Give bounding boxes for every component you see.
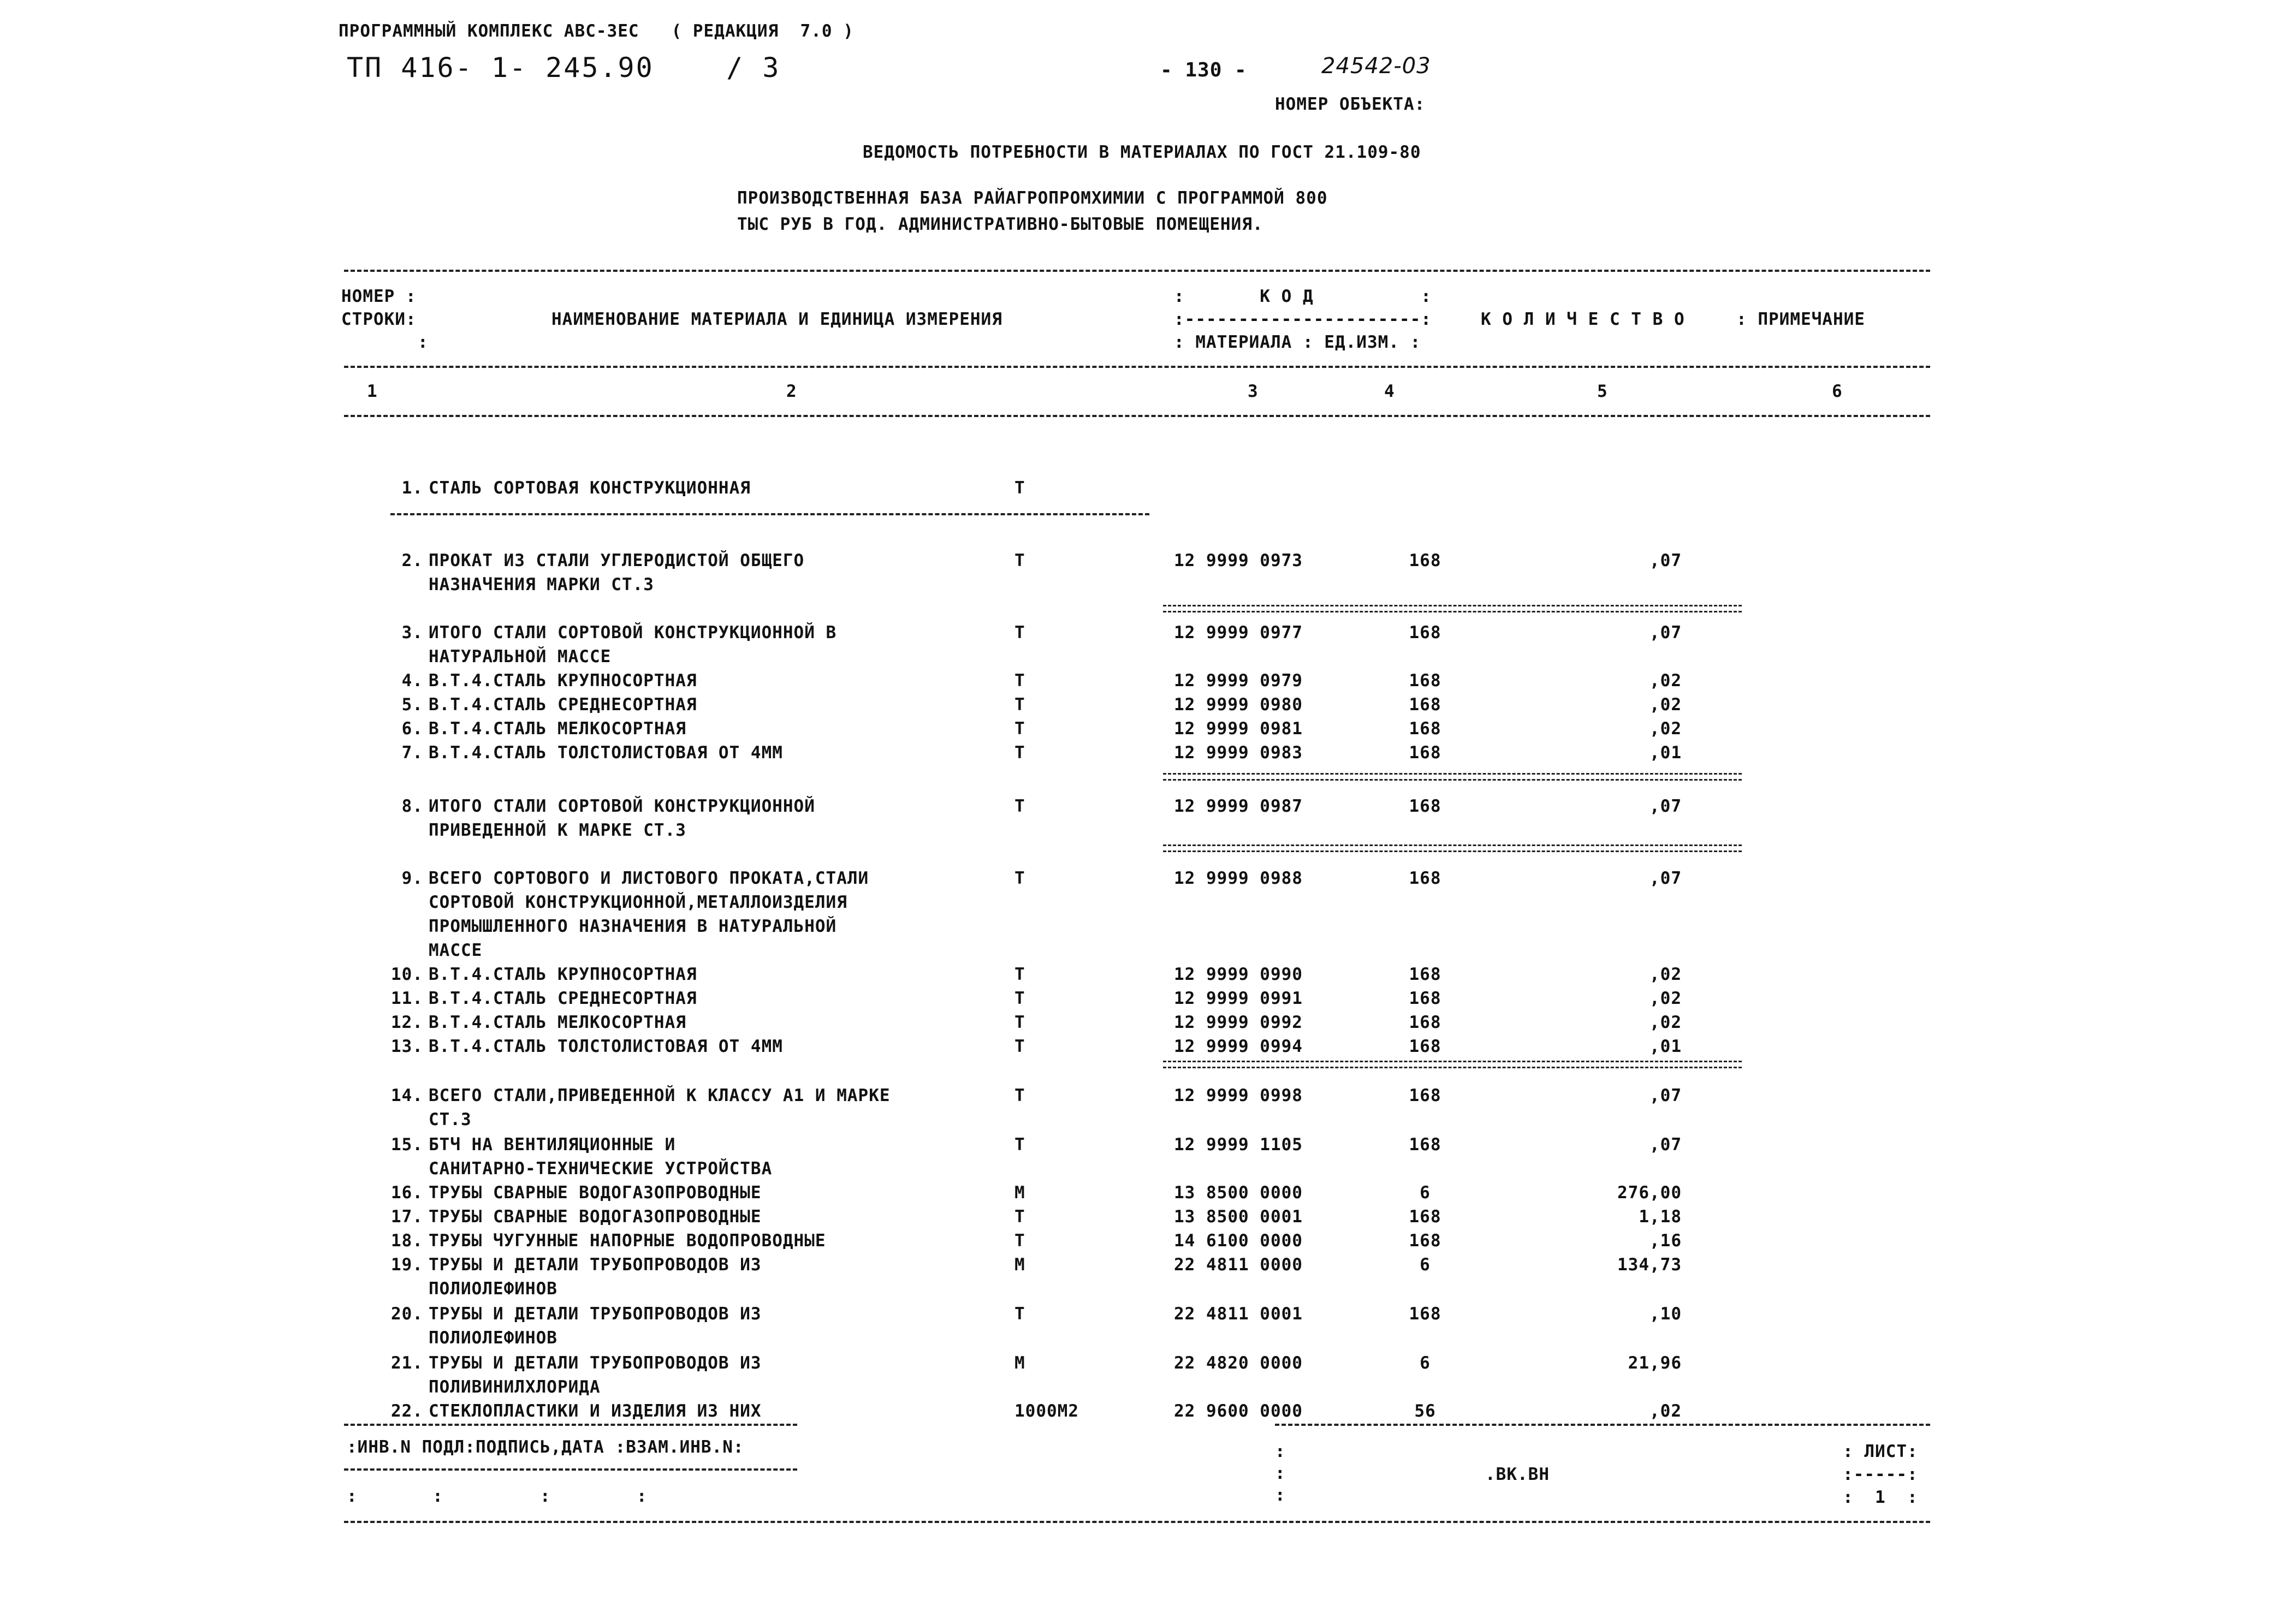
col-header-quantity: К О Л И Ч Е С Т В О xyxy=(1481,310,1685,329)
col-header-row-no-2: СТРОКИ: xyxy=(341,310,417,329)
rule xyxy=(344,270,1930,272)
material-code: 12 9999 0983 xyxy=(1174,743,1303,763)
column-number: 2 xyxy=(786,382,797,401)
material-code: 12 9999 0988 xyxy=(1174,869,1303,888)
row-number: 12. xyxy=(391,1013,423,1032)
quantity-value: ,02 xyxy=(1650,1013,1682,1032)
unit-code: 6 xyxy=(1420,1255,1431,1275)
subtitle-line-1: ПРОИЗВОДСТВЕННАЯ БАЗА РАЙАГРОПРОМХИМИИ С ПРОГРАММОЙ 800 xyxy=(737,188,1328,208)
row-number: 15. xyxy=(391,1135,423,1155)
column-number: 6 xyxy=(1832,382,1843,401)
material-code: 13 8500 0000 xyxy=(1174,1183,1303,1203)
total-separator xyxy=(1163,605,1742,612)
material-code: 12 9999 0994 xyxy=(1174,1037,1303,1056)
unit-code: 6 xyxy=(1420,1353,1431,1373)
handwritten-number: 24542-03 xyxy=(1321,53,1431,79)
quantity-value: ,01 xyxy=(1650,743,1682,763)
quantity-value: ,02 xyxy=(1650,671,1682,691)
material-code: 12 9999 0977 xyxy=(1174,623,1303,643)
quantity-value: ,07 xyxy=(1650,796,1682,816)
row-number: 5. xyxy=(401,695,423,715)
row-number: 22. xyxy=(391,1401,423,1421)
unit-of-measure: Т xyxy=(1014,695,1025,715)
column-number: 5 xyxy=(1597,382,1608,401)
material-name: ИТОГО СТАЛИ СОРТОВОЙ КОНСТРУКЦИОННОЙ xyxy=(429,796,815,816)
material-name: ТРУБЫ СВАРНЫЕ ВОДОГАЗОПРОВОДНЫЕ xyxy=(429,1207,762,1227)
material-name: ВСЕГО СОРТОВОГО И ЛИСТОВОГО ПРОКАТА,СТАЛИ xyxy=(429,869,869,888)
material-name: В.Т.4.СТАЛЬ ТОЛСТОЛИСТОВАЯ ОТ 4ММ xyxy=(429,1037,783,1056)
page-number: - 130 - xyxy=(1160,59,1247,81)
col-header-code: : К О Д : xyxy=(1174,287,1432,306)
material-name: ПРОКАТ ИЗ СТАЛИ УГЛЕРОДИСТОЙ ОБЩЕГО xyxy=(429,551,805,570)
rule xyxy=(344,366,1930,368)
rule xyxy=(344,1424,797,1426)
quantity-value: 134,73 xyxy=(1617,1255,1682,1275)
col-header-row-no-1: НОМЕР : xyxy=(341,287,417,306)
unit-of-measure: Т xyxy=(1014,719,1025,739)
rule xyxy=(390,513,1149,515)
row-number: 17. xyxy=(391,1207,423,1227)
material-code: 12 9999 0990 xyxy=(1174,965,1303,984)
unit-code: 168 xyxy=(1409,695,1441,715)
sheet-separator: :-----: xyxy=(1843,1465,1918,1484)
row-number: 20. xyxy=(391,1304,423,1324)
unit-code: 168 xyxy=(1409,965,1441,984)
unit-of-measure: Т xyxy=(1014,796,1025,816)
unit-code: 168 xyxy=(1409,551,1441,570)
material-code: 14 6100 0000 xyxy=(1174,1231,1303,1251)
stamp-cells: : : : : xyxy=(347,1486,648,1506)
row-number: 21. xyxy=(391,1353,423,1373)
material-code: 12 9999 0980 xyxy=(1174,695,1303,715)
material-name: ТРУБЫ ЧУГУННЫЕ НАПОРНЫЕ ВОДОПРОВОДНЫЕ xyxy=(429,1231,826,1251)
material-name: МАССЕ xyxy=(429,941,483,960)
material-name: В.Т.4.СТАЛЬ СРЕДНЕСОРТНАЯ xyxy=(429,695,697,715)
document-title: ВЕДОМОСТЬ ПОТРЕБНОСТИ В МАТЕРИАЛАХ ПО ГОСТ 21.109-80 xyxy=(863,142,1421,162)
unit-code: 168 xyxy=(1409,743,1441,763)
row-number: 6. xyxy=(401,719,423,739)
unit-code: 6 xyxy=(1420,1183,1431,1203)
material-name: ПОЛИОЛЕФИНОВ xyxy=(429,1279,557,1299)
row-number: 19. xyxy=(391,1255,423,1275)
unit-of-measure: Т xyxy=(1014,478,1025,498)
material-code: 12 9999 0973 xyxy=(1174,551,1303,570)
quantity-value: ,02 xyxy=(1650,719,1682,739)
material-code: 12 9999 0992 xyxy=(1174,1013,1303,1032)
quantity-value: ,02 xyxy=(1650,695,1682,715)
unit-of-measure: М xyxy=(1014,1255,1025,1275)
material-name: ПРОМЫШЛЕННОГО НАЗНАЧЕНИЯ В НАТУРАЛЬНОЙ xyxy=(429,917,837,936)
rule xyxy=(344,415,1930,417)
unit-code: 168 xyxy=(1409,1304,1441,1324)
unit-of-measure: Т xyxy=(1014,1304,1025,1324)
material-name: ТРУБЫ СВАРНЫЕ ВОДОГАЗОПРОВОДНЫЕ xyxy=(429,1183,762,1203)
material-code: 12 9999 0991 xyxy=(1174,989,1303,1008)
unit-of-measure: Т xyxy=(1014,1207,1025,1227)
row-number: 13. xyxy=(391,1037,423,1056)
quantity-value: 21,96 xyxy=(1628,1353,1682,1373)
row-number: 9. xyxy=(401,869,423,888)
material-code: 12 9999 0981 xyxy=(1174,719,1303,739)
total-separator xyxy=(1163,844,1742,852)
unit-of-measure: Т xyxy=(1014,1013,1025,1032)
unit-code: 168 xyxy=(1409,671,1441,691)
row-number: 14. xyxy=(391,1086,423,1105)
row-number: 16. xyxy=(391,1183,423,1203)
document-code: ТП 416- 1- 245.90 / 3 xyxy=(347,52,781,84)
unit-code: 168 xyxy=(1409,1037,1441,1056)
material-code: 12 9999 0979 xyxy=(1174,671,1303,691)
material-code: 22 4820 0000 xyxy=(1174,1353,1303,1373)
subtitle-line-2: ТЫС РУБ В ГОД. АДМИНИСТРАТИВНО-БЫТОВЫЕ ПОМЕЩЕНИЯ. xyxy=(737,215,1263,234)
unit-code: 168 xyxy=(1409,1013,1441,1032)
total-separator xyxy=(1163,1061,1742,1068)
row-number: 8. xyxy=(401,796,423,816)
col-header-note: : ПРИМЕЧАНИЕ xyxy=(1736,310,1865,329)
total-separator xyxy=(1163,773,1742,781)
rule xyxy=(344,1468,797,1471)
sheet-number: : 1 : xyxy=(1843,1488,1918,1507)
row-number: 11. xyxy=(391,989,423,1008)
quantity-value: ,02 xyxy=(1650,1401,1682,1421)
material-name: НАЗНАЧЕНИЯ МАРКИ СТ.3 xyxy=(429,575,654,594)
col-header-row-no-3: : xyxy=(418,332,429,352)
quantity-value: ,02 xyxy=(1650,965,1682,984)
material-name: ВСЕГО СТАЛИ,ПРИВЕДЕННОЙ К КЛАССУ А1 И МАРКЕ xyxy=(429,1086,891,1105)
row-number: 1. xyxy=(401,478,423,498)
material-code: 22 4811 0001 xyxy=(1174,1304,1303,1324)
material-code: 12 9999 1105 xyxy=(1174,1135,1303,1155)
quantity-value: ,07 xyxy=(1650,869,1682,888)
unit-code: 56 xyxy=(1414,1401,1436,1421)
material-code: 12 9999 0987 xyxy=(1174,796,1303,816)
unit-of-measure: Т xyxy=(1014,1231,1025,1251)
unit-code: 168 xyxy=(1409,1207,1441,1227)
material-name: В.Т.4.СТАЛЬ МЕЛКОСОРТНАЯ xyxy=(429,1013,686,1032)
material-name: ИТОГО СТАЛИ СОРТОВОЙ КОНСТРУКЦИОННОЙ В xyxy=(429,623,837,643)
quantity-value: 276,00 xyxy=(1617,1183,1682,1203)
object-number-label: НОМЕР ОБЪЕКТА: xyxy=(1275,94,1426,114)
center-mark: .ВК.ВН xyxy=(1485,1465,1550,1484)
unit-code: 168 xyxy=(1409,989,1441,1008)
material-name: СТЕКЛОПЛАСТИКИ И ИЗДЕЛИЯ ИЗ НИХ xyxy=(429,1401,762,1421)
unit-of-measure: 1000М2 xyxy=(1014,1401,1079,1421)
stamp-colon: : xyxy=(1275,1442,1286,1461)
unit-code: 168 xyxy=(1409,796,1441,816)
quantity-value: ,07 xyxy=(1650,1135,1682,1155)
material-name: ПОЛИОЛЕФИНОВ xyxy=(429,1328,557,1348)
unit-of-measure: Т xyxy=(1014,551,1025,570)
column-number: 4 xyxy=(1384,382,1395,401)
material-name: В.Т.4.СТАЛЬ МЕЛКОСОРТНАЯ xyxy=(429,719,686,739)
sheet-label: : ЛИСТ: xyxy=(1843,1442,1918,1461)
material-name: САНИТАРНО-ТЕХНИЧЕСКИЕ УСТРОЙСТВА xyxy=(429,1159,773,1179)
col-header-code-separator: :----------------------: xyxy=(1174,310,1432,329)
material-name: В.Т.4.СТАЛЬ КРУПНОСОРТНАЯ xyxy=(429,671,697,691)
unit-of-measure: Т xyxy=(1014,1135,1025,1155)
quantity-value: ,07 xyxy=(1650,623,1682,643)
material-name: В.Т.4.СТАЛЬ СРЕДНЕСОРТНАЯ xyxy=(429,989,697,1008)
col-header-name: НАИМЕНОВАНИЕ МАТЕРИАЛА И ЕДИНИЦА ИЗМЕРЕНИЯ xyxy=(551,310,1002,329)
material-name: В.Т.4.СТАЛЬ КРУПНОСОРТНАЯ xyxy=(429,965,697,984)
unit-of-measure: М xyxy=(1014,1353,1025,1373)
column-number: 3 xyxy=(1248,382,1259,401)
material-name: В.Т.4.СТАЛЬ ТОЛСТОЛИСТОВАЯ ОТ 4ММ xyxy=(429,743,783,763)
quantity-value: 1,18 xyxy=(1639,1207,1682,1227)
material-name: ТРУБЫ И ДЕТАЛИ ТРУБОПРОВОДОВ ИЗ xyxy=(429,1304,762,1324)
row-number: 7. xyxy=(401,743,423,763)
quantity-value: ,02 xyxy=(1650,989,1682,1008)
quantity-value: ,01 xyxy=(1650,1037,1682,1056)
material-name: НАТУРАЛЬНОЙ МАССЕ xyxy=(429,647,612,667)
unit-of-measure: Т xyxy=(1014,671,1025,691)
unit-of-measure: Т xyxy=(1014,1037,1025,1056)
material-name: ПРИВЕДЕННОЙ К МАРКЕ СТ.3 xyxy=(429,820,686,840)
material-code: 12 9999 0998 xyxy=(1174,1086,1303,1105)
unit-code: 168 xyxy=(1409,1231,1441,1251)
quantity-value: ,10 xyxy=(1650,1304,1682,1324)
unit-code: 168 xyxy=(1409,1086,1441,1105)
material-code: 13 8500 0001 xyxy=(1174,1207,1303,1227)
quantity-value: ,07 xyxy=(1650,1086,1682,1105)
material-name: ТРУБЫ И ДЕТАЛИ ТРУБОПРОВОДОВ ИЗ xyxy=(429,1255,762,1275)
row-number: 10. xyxy=(391,965,423,984)
unit-of-measure: Т xyxy=(1014,989,1025,1008)
material-name: СТ.3 xyxy=(429,1110,472,1129)
material-name: БТЧ НА ВЕНТИЛЯЦИОННЫЕ И xyxy=(429,1135,676,1155)
material-name: ТРУБЫ И ДЕТАЛИ ТРУБОПРОВОДОВ ИЗ xyxy=(429,1353,762,1373)
unit-of-measure: Т xyxy=(1014,965,1025,984)
rule xyxy=(344,1521,1930,1523)
row-number: 3. xyxy=(401,623,423,643)
material-code: 22 9600 0000 xyxy=(1174,1401,1303,1421)
unit-of-measure: Т xyxy=(1014,743,1025,763)
unit-code: 168 xyxy=(1409,869,1441,888)
unit-of-measure: Т xyxy=(1014,623,1025,643)
row-number: 4. xyxy=(401,671,423,691)
unit-code: 168 xyxy=(1409,719,1441,739)
material-name: ПОЛИВИНИЛХЛОРИДА xyxy=(429,1377,601,1397)
material-name: СТАЛЬ СОРТОВАЯ КОНСТРУКЦИОННАЯ xyxy=(429,478,751,498)
quantity-value: ,16 xyxy=(1650,1231,1682,1251)
stamp-headers: :ИНВ.N ПОДЛ:ПОДПИСЬ,ДАТА :ВЗАМ.ИНВ.N: xyxy=(347,1437,744,1457)
material-code: 22 4811 0000 xyxy=(1174,1255,1303,1275)
stamp-colon: : xyxy=(1275,1464,1286,1483)
stamp-colon: : xyxy=(1275,1485,1286,1505)
unit-of-measure: М xyxy=(1014,1183,1025,1203)
unit-code: 168 xyxy=(1409,1135,1441,1155)
rule xyxy=(1275,1424,1930,1426)
program-header: ПРОГРАММНЫЙ КОМПЛЕКС АВС-ЗЕС ( РЕДАКЦИЯ 7.0 ) xyxy=(339,21,854,41)
unit-of-measure: Т xyxy=(1014,1086,1025,1105)
column-number: 1 xyxy=(367,382,378,401)
material-name: СОРТОВОЙ КОНСТРУКЦИОННОЙ,МЕТАЛЛОИЗДЕЛИЯ xyxy=(429,893,847,912)
quantity-value: ,07 xyxy=(1650,551,1682,570)
row-number: 2. xyxy=(401,551,423,570)
unit-code: 168 xyxy=(1409,623,1441,643)
row-number: 18. xyxy=(391,1231,423,1251)
unit-of-measure: Т xyxy=(1014,869,1025,888)
col-header-code-sub: : МАТЕРИАЛА : ЕД.ИЗМ. : xyxy=(1174,332,1421,352)
